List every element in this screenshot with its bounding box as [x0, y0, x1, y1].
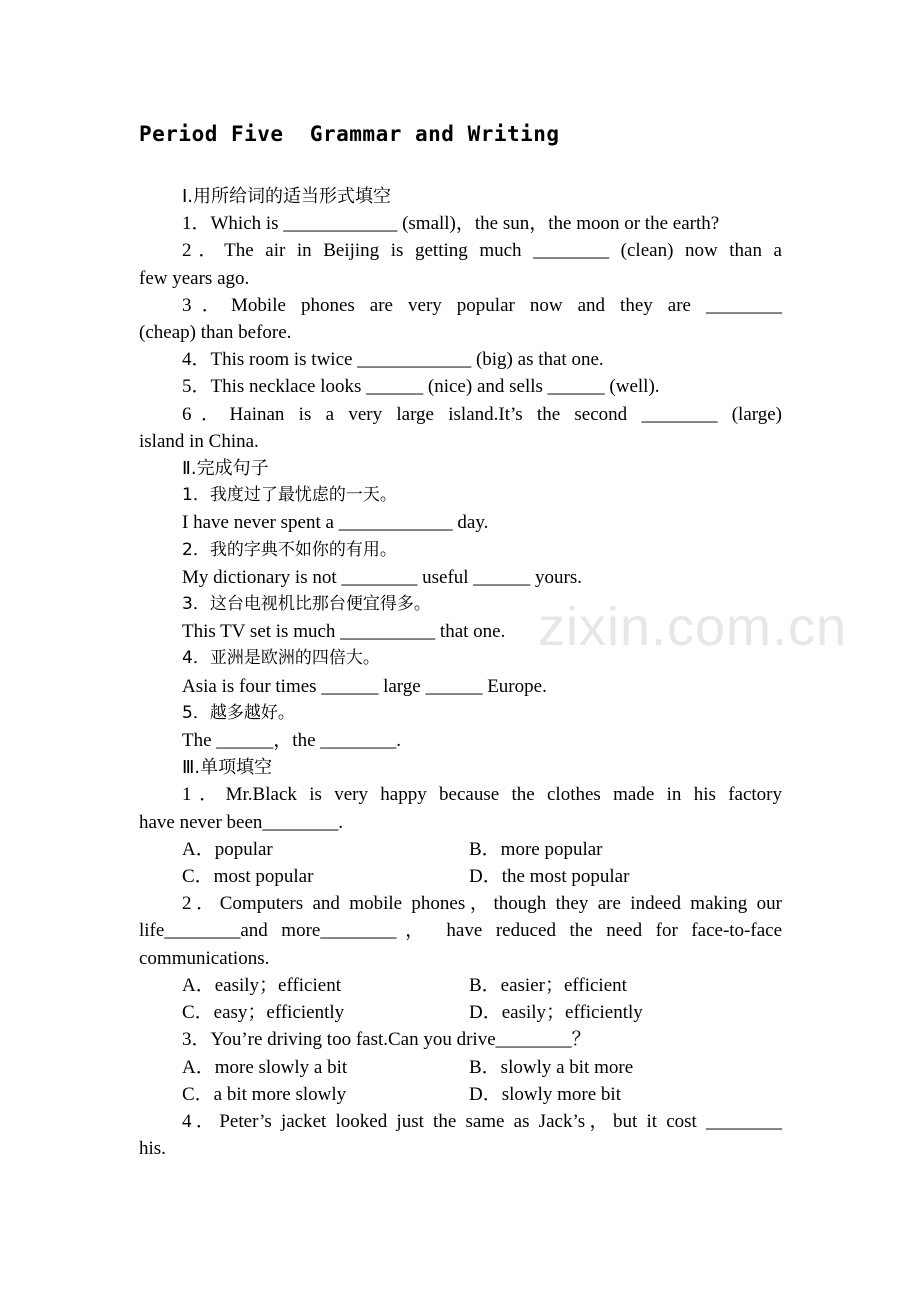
- s3-q3-option-d: D．slowly more bit: [469, 1083, 621, 1105]
- page-title: Period Five Grammar and Writing: [139, 122, 560, 146]
- s3-q1-option-b: B．more popular: [469, 838, 603, 860]
- s1-question-6-line1: 6．Hainan is a very large island.It’s the second ________ (large): [182, 403, 782, 425]
- s3-q1-option-d: D．the most popular: [469, 866, 630, 888]
- s2-question-2-english: My dictionary is not ________ useful ______ yours.: [182, 566, 583, 588]
- s3-question-2-line1: 2．Computers and mobile phones，though they are indeed making our: [182, 893, 782, 915]
- s3-q1-option-a: A．popular: [182, 838, 273, 860]
- s2-question-5-english: The ______，the ________.: [182, 730, 402, 752]
- worksheet-body: [139, 183, 782, 1162]
- s3-q2-option-a: A．easily；efficient: [182, 974, 341, 996]
- s2-question-1-english: I have never spent a ____________ day.: [182, 512, 489, 534]
- s2-question-4-english: Asia is four times ______ large ______ Europe.: [182, 675, 547, 697]
- s1-question-2-line2: few years ago.: [139, 267, 250, 289]
- s3-q3-options-row2: [139, 1081, 782, 1108]
- s3-question-3-line1: 3．You’re driving too fast.Can you drive________？: [182, 1029, 591, 1051]
- s1-question-5: 5．This necklace looks ______ (nice) and sells ______ (well).: [182, 376, 660, 398]
- s1-question-2-line1: 2．The air in Beijing is getting much ________ (clean) now than a: [182, 240, 782, 262]
- s3-question-4-line2: his.: [139, 1138, 166, 1160]
- s1-question-1: 1．Which is ____________ (small)，the sun，the moon or the earth?: [182, 213, 720, 235]
- s3-q1-options-row2: [139, 863, 782, 890]
- s3-question-4-line1: 4．Peter’s jacket looked just the same as Jack’s，but it cost ________: [182, 1110, 782, 1132]
- s1-question-3-line1: 3．Mobile phones are very popular now and they are ________: [182, 294, 782, 316]
- s3-q3-option-a: A．more slowly a bit: [182, 1056, 348, 1078]
- s3-q1-options-row1: [139, 836, 782, 863]
- s3-q2-options-row2: [139, 999, 782, 1026]
- s3-question-2-line2: life________and more________， have reduced the need for face-to-face: [139, 920, 782, 942]
- s3-question-1-line2: have never been________.: [139, 811, 344, 833]
- s3-question-1-line1: 1．Mr.Black is very happy because the clothes made in his factory: [182, 784, 782, 806]
- section-3-heading: Ⅲ.单项填空: [182, 757, 273, 779]
- s3-q2-option-c: C．easy；efficiently: [182, 1002, 345, 1024]
- s3-q2-option-b: B．easier；efficient: [469, 974, 627, 996]
- s1-question-6-line2: island in China.: [139, 430, 259, 452]
- s3-q3-option-b: B．slowly a bit more: [469, 1056, 634, 1078]
- s3-question-2-line3: communications.: [139, 947, 270, 969]
- s3-q2-option-d: D．easily；efficiently: [469, 1002, 643, 1024]
- s2-question-5-chinese: 5．越多越好。: [182, 702, 295, 723]
- s2-question-2-chinese: 2．我的字典不如你的有用。: [182, 539, 397, 560]
- s2-question-3-english: This TV set is much __________ that one.: [182, 621, 506, 643]
- s1-question-4: 4．This room is twice ____________ (big) as that one.: [182, 349, 604, 371]
- s2-question-3-chinese: 3．这台电视机比那台便宜得多。: [182, 594, 431, 615]
- s1-question-3-line2: (cheap) than before.: [139, 322, 292, 344]
- s3-q3-option-c: C．a bit more slowly: [182, 1083, 347, 1105]
- s2-question-1-chinese: 1．我度过了最忧虑的一天。: [182, 485, 397, 506]
- section-2-heading: Ⅱ.完成句子: [182, 458, 269, 480]
- section-1-heading: Ⅰ.用所给词的适当形式填空: [182, 186, 392, 207]
- s3-q1-option-c: C．most popular: [182, 866, 314, 888]
- s3-q2-options-row1: [139, 972, 782, 999]
- s3-q3-options-row1: [139, 1054, 782, 1081]
- watermark-text: zixin.com.cn: [538, 597, 848, 657]
- s2-question-4-chinese: 4．亚洲是欧洲的四倍大。: [182, 648, 380, 669]
